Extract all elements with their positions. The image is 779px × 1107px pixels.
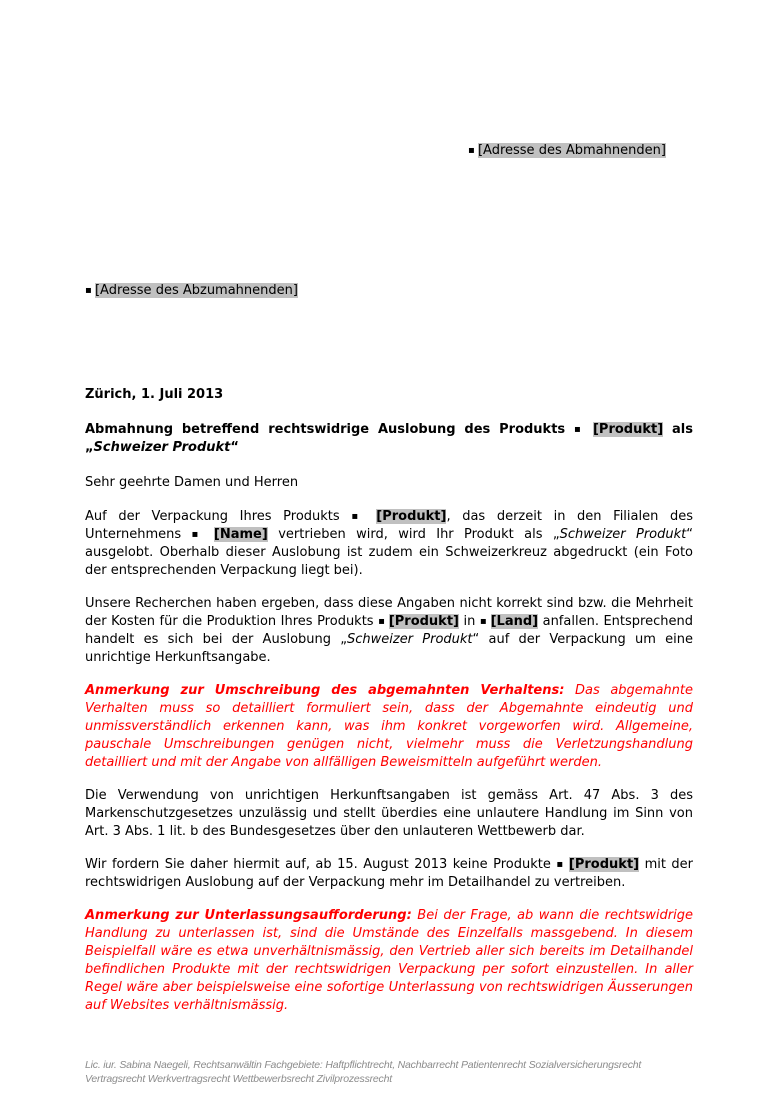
note-paragraph-cease-demand	[85, 907, 693, 1015]
text-segment: , das derzeit in den Filialen des Unternehmens	[85, 509, 693, 542]
produkt-placeholder: [Produkt]	[388, 614, 459, 629]
text-segment: mit der rechtswidrigen Auslobung auf der Verpackung mehr im Detailhandel zu vertreiben.	[85, 857, 693, 890]
text-segment: vertrieben wird, wird Ihr Produkt als „	[267, 527, 560, 542]
text-segment: Die Verwendung von unrichtigen Herkunftsangaben ist gemäss Art. 47 Abs. 3 des Markenschutzgesetzes unzulässig und stellt überdies eine unlautere Handlung im Sinn von Art. 3 Abs. 1 lit. b des Bundesgesetzes über den unlauteren Wettbewerb dar.	[85, 788, 693, 839]
subject-line	[85, 421, 693, 457]
text-segment: Schweizer Produkt	[559, 527, 687, 542]
sender-address-placeholder: [Adresse des Abmahnenden]	[477, 143, 666, 158]
text-segment: anfallen. Entsprechend handelt es sich bei der Auslobung „	[85, 614, 693, 647]
text-segment: Schweizer Produkt	[93, 440, 231, 455]
square-bullet: ▪	[351, 511, 377, 522]
land-placeholder: [Land]	[490, 614, 539, 629]
text-segment: Wir fordern Sie daher hiermit auf, ab 15. August 2013 keine Produkte	[85, 857, 557, 872]
text-segment: Das abgemahnte Verhalten muss so detailliert formuliert sein, dass der Abgemahnte eindeutig und unmissverständlich erkennen kann, was ihm konkret vorgeworfen wird. Allgemeine, pauschale Umschreibungen genügen nicht, vielmehr muss die Verletzungshandlung detailliert und mit der Angabe von allfälligen Beweismitteln aufgeführt werden.	[85, 683, 693, 770]
square-bullet: ▪	[468, 145, 478, 156]
square-bullet: ▪	[574, 424, 593, 435]
paragraph-packaging-claim	[85, 508, 693, 580]
paragraph-research-findings	[85, 595, 693, 667]
square-bullet: ▪	[191, 529, 214, 540]
salutation: Sehr geehrte Damen und Herren	[85, 475, 299, 490]
square-bullet: ▪	[556, 859, 569, 870]
text-segment: Abmahnung betreffend rechtswidrige Auslobung des Produkts	[85, 422, 575, 437]
text-segment: als „	[85, 422, 693, 455]
text-segment: Auf der Verpackung Ihres Produkts	[85, 509, 352, 524]
text-segment: “	[230, 440, 239, 455]
produkt-placeholder: [Produkt]	[592, 422, 664, 437]
paragraph-legal-basis	[85, 787, 693, 841]
text-segment: Anmerkung zur Umschreibung des abgemahnten Verhaltens:	[85, 683, 565, 698]
paragraph-demand	[85, 856, 693, 892]
square-bullet: ▪	[85, 285, 95, 296]
note-paragraph-conduct-description	[85, 682, 693, 772]
produkt-placeholder: [Produkt]	[568, 857, 640, 872]
produkt-placeholder: [Produkt]	[376, 509, 447, 524]
text-segment: Bei der Frage, ab wann die rechtswidrige Handlung zu unterlassen ist, sind die Umstände des Einzelfalls massgebend. In diesem Beispielfall wäre es etwa unverhältnismässig, den Vertrieb aller sich bereits im Detailhandel befindlichen Produkte mit der rechtswidrigen Verpackung per sofort einzustellen. In aller Regel wäre aber beispielsweise eine sofortige Unterlassung von rechtswidrigen Äusserungen auf Websites verhältnismässig.	[85, 908, 693, 1013]
square-bullet: ▪	[479, 616, 491, 627]
sender-address	[468, 142, 666, 160]
square-bullet: ▪	[378, 616, 389, 627]
text-segment: in	[459, 614, 480, 629]
footer-signature: Lic. iur. Sabina Naegeli, Rechtsanwältin Fachgebiete: Haftpflichtrecht, Nachbarrecht Patientenrecht Sozialversicherungsrecht Vertragsrecht Werkvertragsrecht Wettbewerbsrecht Zivilprozessrecht	[85, 1059, 642, 1085]
text-segment: Anmerkung zur Unterlassungsaufforderung:	[85, 908, 412, 923]
recipient-address	[85, 282, 298, 300]
name-placeholder: [Name]	[213, 527, 268, 542]
letter-body	[85, 386, 693, 1030]
text-segment: “ ausgelobt. Oberhalb dieser Auslobung ist zudem ein Schweizerkreuz abgedruckt (ein Foto der entsprechenden Verpackung liegt bei).	[85, 527, 693, 578]
recipient-address-placeholder: [Adresse des Abzumahnenden]	[94, 283, 298, 298]
text-segment: Schweizer Produkt	[346, 632, 473, 647]
date-line: Zürich, 1. Juli 2013	[85, 387, 224, 402]
text-segment: Unsere Recherchen haben ergeben, dass diese Angaben nicht korrekt sind bzw. die Mehrheit der Kosten für die Produktion Ihres Produkts	[85, 596, 693, 629]
text-segment: “ auf der Verpackung um eine unrichtige Herkunftsangabe.	[85, 632, 694, 665]
